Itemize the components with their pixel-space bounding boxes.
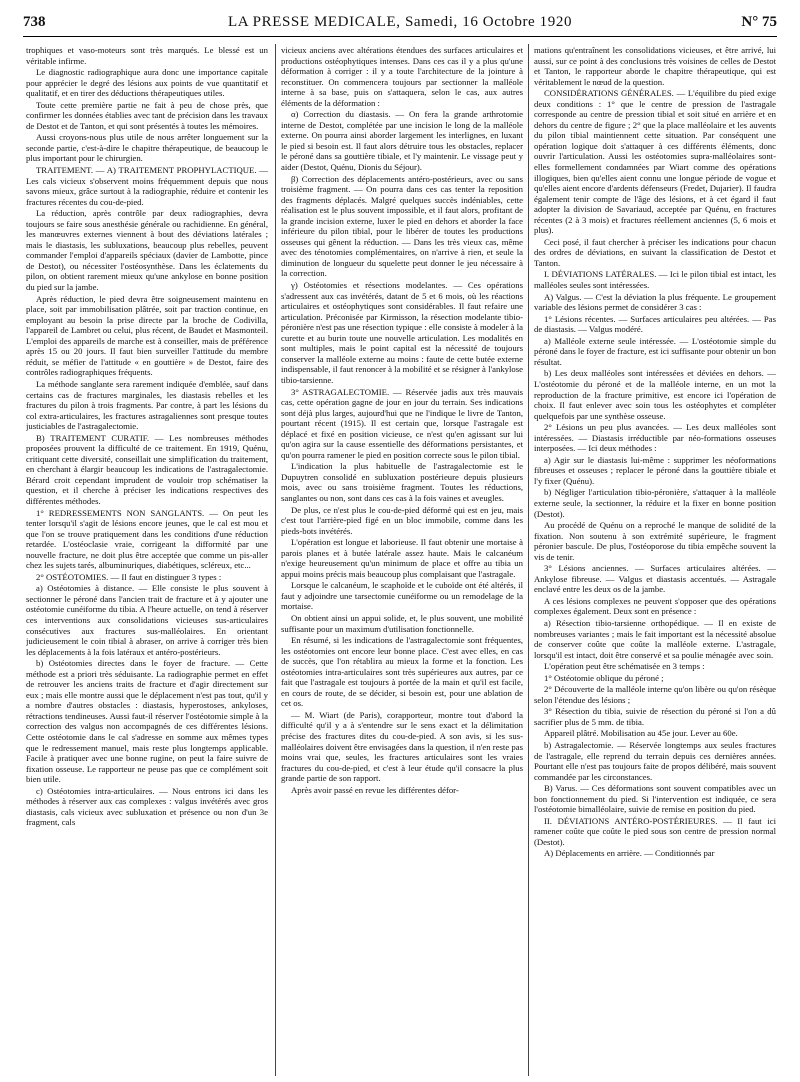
paragraph: TRAITEMENT. — A) TRAITEMENT PROPHYLACTIQUE. — Les cals vicieux s'observent moins fréquemment depuis que nous savons mieux, grâce surtout à la radiographie, réduire et contenir les fractures récentes du cou-de-pied. (26, 165, 268, 207)
paragraph: vicieux anciens avec altérations étendues des surfaces articulaires et productions ostéophytiques intenses. Dans ces cas il y a plus qu'une déformation à corriger : il y a toute l'architecture de la jointure à reconstituer. On commencera toujours par sectionner la malléole interne à sa base, puis on s'attaquera, selon le cas, aux autres éléments de la déformation : (281, 45, 523, 108)
paragraph: II. DÉVIATIONS ANTÉRO-POSTÉRIEURES. — Il faut ici ramener coûte que coûte le pied sous son centre de pression normal (Destot). (534, 815, 776, 847)
paragraph: A ces lésions complexes ne peuvent s'opposer que des opérations complexes également. Deux sont en présence : (534, 595, 776, 617)
paragraph: L'indication la plus habituelle de l'astragalectomie est le Dupuytren consolidé en subluxation postérieure depuis plusieurs mois, avec ou sans troisième fragment. Toutes les réductions, sanglantes ou non, sont dans ces cas à la fois vaines et aveugles. (281, 461, 523, 503)
paragraph: 3° ASTRAGALECTOMIE. — Réservée jadis aux très mauvais cas, cette opération gagne de jour en jour du terrain. Ses indications sont déjà plus larges, aujourd'hui que ne l'indique le livre de Tanton, pourtant récent (1915). Il est certain que, lorsque l'astragale est déplacé et fixé en position vicieuse, ce n'est qu'en agissant sur lui qu'on agira sur la cause essentielle des déformations persistantes, et qu'on pourra ramener le pied en position correcte sous le pilon tibial. (281, 386, 523, 460)
page-header (23, 14, 777, 37)
page-number: 738 (23, 14, 46, 30)
paragraph: L'opération peut être schématisée en 3 temps : (544, 661, 705, 672)
paragraph: b) Astragalectomie. — Réservée longtemps aux seules fractures de l'astragale, elle reprend du terrain depuis ces dernières années. Pourtant elle n'est pas toujours faite de propos délibéré, mais souvent commandée par les circonstances. (534, 740, 776, 782)
paragraph: 3° Lésions anciennes. — Surfaces articulaires altérées. — Ankylose fibreuse. — Valgus et diastasis accentués. — Astragale enclavé entre les deux os de la jambe. (534, 563, 776, 595)
paragraph: Lorsque le calcanéum, le scaphoïde et le cuboïde ont été altérés, il faut y adjoindre une tarsectomie cunéiforme ou un remodelage de la mortaise. (281, 580, 523, 612)
journal-title: LA PRESSE MEDICALE, Samedi, 16 Octobre 1920 (227, 14, 573, 30)
paragraph: I. DÉVIATIONS LATÉRALES. — Ici le pilon tibial est intact, les malléoles seules sont intéressées. (534, 269, 776, 291)
paragraph: Le diagnostic radiographique aura donc une importance capitale pour apprécier le degré des lésions aux points de vue quantitatif et qualitatif, et en tirer des déductions thérapeutiques utiles. (26, 67, 268, 99)
paragraph: Appareil plâtré. Mobilisation au 45e jour. Lever au 60e. (544, 728, 738, 739)
column-divider (275, 44, 276, 1076)
paragraph: B) TRAITEMENT CURATIF. — Les nombreuses méthodes proposées prouvent la difficulté de ce traitement. En 1919, Quénu, critiquant cette diversité, conseillait une simplification du traitement, en cherchant à élargir beaucoup les indications de l'astragalectomie. Bérard croit cependant imprudent de vouloir trop schématiser la question, et il cherche à préciser les indications respectives des différentes méthodes. (26, 432, 268, 506)
paragraph: 2° OSTÉOTOMIES. — Il faut en distinguer 3 types : (36, 571, 222, 582)
paragraph: Ceci posé, il faut chercher à préciser les indications pour chacun des ordres de déviations, en suivant la classification de Destot et Tanton. (534, 236, 776, 268)
paragraph: b) Ostéotomies directes dans le foyer de fracture. — Cette méthode est a priori très séduisante. La radiographie permet en effet de retrouver les anciens traits de fracture et d'agir directement sur eux ; mais elle montre aussi que le déplacement n'est pas tout, qu'il y a nombre d'autres obstacles : diastasis, hyperostoses, ankyloses, rétractions tendineuses. Aussi faut-il réserver l'ostéotomie simple à la correction des valgus non accompagnés de ces différentes lésions. Cette ostéotomie dans le cal s'adresse en somme aux mêmes types que le redressement manuel, mais reste plus longtemps applicable. Facile à pratiquer avec une bonne rugine, on peut la faire suivre de fixation osseuse. Le rapporteur ne peuse pas que ce complément soit bien utile. (26, 658, 268, 785)
paragraph: L'opération est longue et laborieuse. Il faut obtenir une mortaise à parois planes et à butée latérale assez haute. Mais le calcanéum n'exige heureusement qu'un minimum de place et offre au tibia un appui moins précis mais beaucoup plus complaisant que l'astragale. (281, 537, 523, 579)
paragraph: α) Correction du diastasis. — On fera la grande arthrotomie interne de Destot, complétée par une incision le long de la malléole externe. On pourra ainsi aborder largement les interlignes, en luxant le pied si besoin est. Il faut alors détruire tous les obstacles, replacer le péroné dans sa gouttière tibiale, et l'y maintenir. Le vissage peut y aider (Destot, Quénu, Dionis du Séjour). (281, 109, 523, 173)
paragraph: 1° Ostéotomie oblique du péroné ; (544, 672, 664, 683)
text-column-1 (26, 45, 268, 1075)
paragraph: 2° Lésions un peu plus avancées. — Les deux malléoles sont intéressées. — Diastasis irréductible par néo-formations osseuses interposées. — Ici deux méthodes : (534, 422, 776, 454)
paragraph: En résumé, si les indications de l'astragalectomie sont fréquentes, les ostéotomies ont encore leur bonne place. C'est avec elles, en cas de succès, que l'on rétablira au mieux la forme et la fonction. Les ostéotomies intra-articulaires sont très supérieures aux autres, par ce fait que l'astragale est toujours à portée de la main et qu'il est facile, en cours de route, de se décider, si besoin est, pour une ablation de cet os. (281, 635, 523, 709)
paragraph: b) Négliger l'articulation tibio-péronière, s'attaquer à la malléole externe seule, la sectionner, la réduire et la fixer en bonne position (Destot). (534, 487, 776, 519)
paragraph: On obtient ainsi un appui solide, et, le plus souvent, une mobilité suffisante pour un maximum d'utilisation fonctionnelle. (281, 612, 523, 634)
paragraph: 2° Découverte de la malléole interne qu'on libère ou qu'on résèque selon l'étendue des lésions ; (534, 684, 776, 705)
paragraph: CONSIDÉRATIONS GÉNÉRALES. — L'équilibre du pied exige deux conditions : 1° que le centre de pression de l'astragale corresponde au centre de pression tibial et soit situé en arrière et en dehors du centre de figure ; 2° que la place malléolaire et les auvents du pilon tibial maintiennent cette situation. Par conséquent une opération logique doit s'attaquer à ces différents éléments, donc ouvrir l'articulation. Aussi les ostéotomies supra-malléolaires sont-elles formellement condamnées par Wiart comme des opérations illogiques, bien qu'elles aient connu une longue période de vogue et qu'elles aient encore d'ardents défenseurs (Fredet, Dujarier). Il faudra également tenir compte de l'âge des lésions, et à cet égard il faut adopter la division de Savariaud, acceptée par Quénu, en fractures récentes (2 à 3 mois) et fractures réellement anciennes (5, 6 mois et plus). (534, 88, 776, 236)
text-column-3 (534, 45, 776, 1075)
paragraph: a) Ostéotomies à distance. — Elle consiste le plus souvent à sectionner le péroné dans l'ancien trait de fracture et à y ajouter une ostéotomie cunéiforme du tibia. A l'heure actuelle, on tend à réserver ces interventions aux consolidations vicieuses sus-articulaires consécutives aux fractures sus-malléolaires. En orientant judicieusement le coin tibial à abraser, on arrive à corriger très bien les déplacements à la fois latéraux et antéro-postérieurs. (26, 583, 268, 657)
paragraph: La réduction, après contrôle par deux radiographies, devra toujours se faire sous anesthésie générale ou rachidienne. En général, les manœuvres externes viennent à bout des déviations latérales ; mais le diastasis, les subluxations, beaucoup plus rebelles, peuvent commander l'emploi d'appareils spéciaux (davier de Lambotte, pince de Destot), ou nécessiter l'ostéosynthèse. Dans les éclatements du pilon, on obtient rarement mieux qu'une ankylose en bonne position du pied sur la jambe. (26, 208, 268, 293)
paragraph: a) Agir sur le diastasis lui-même : supprimer les néoformations fibreuses et osseuses ; replacer le péroné dans la gouttière tibiale et l'y fixer (Quénu). (534, 454, 776, 486)
paragraph: B) Varus. — Ces déformations sont souvent compatibles avec un bon fonctionnement du pied. Si l'intervention est indiquée, ce sera l'ostéotomie bimalléolaire, suivie de remise en position du pied. (534, 783, 776, 815)
paragraph: Aussi croyons-nous plus utile de nous arrêter longuement sur la seconde partie, c'est-à-dire le chapitre thérapeutique, de beaucoup le plus important pour le chirurgien. (26, 132, 268, 164)
paragraph: De plus, ce n'est plus le cou-de-pied déformé qui est en jeu, mais c'est tout l'arrière-pied figé en un bloc immobile, comme dans les pieds-bots invétérés. (281, 504, 523, 536)
text-column-2 (281, 45, 523, 1075)
paragraph: trophiques et vaso-moteurs sont très marqués. Le blessé est un véritable infirme. (26, 45, 268, 66)
paragraph: γ) Ostéotomies et résections modelantes. — Ces opérations s'adressent aux cas invétérés, datant de 5 et 6 mois, où les réactions articulaires et ostéophytiques sont considérables. Il faut refaire une articulation. Préconisée par Kirmisson, la résection modelante tibio-péronière n'est pas une résection typique : elle consiste à modeler à la curette et au burin toute une nouvelle articulation. Les modalités en sont multiples, mais le point capital est la nécessité de toujours conserver la malléole externe au moins : faute de cette butée externe indispensable, il faut renoncer à la mobilité et se résigner à l'ankylose tibio-tarsienne. (281, 280, 523, 385)
paragraph: Au procédé de Quénu on a reproché le manque de solidité de la fixation. Non soutenu à son extrémité supérieure, le fragment péronier bascule. De plus, l'ostéoporose du tibia empêche souvent la vis de tenir. (534, 520, 776, 562)
paragraph: Après avoir passé en revue les différentes défor- (291, 784, 459, 795)
paragraph: A) Déplacements en arrière. — Conditionnés par (544, 848, 715, 859)
paragraph: 3° Résection du tibia, suivie de résection du péroné si l'on a dû sacrifier plus de 5 mm. de tibia. (534, 706, 776, 727)
paragraph: β) Correction des déplacements antéro-postérieurs, avec ou sans troisième fragment. — On pourra dans ces cas tenter la reposition des fragments déplacés. Malgré quelques succès indéniables, cette réalisation est le plus souvent impossible, et il faut alors, profitant de la grande incision externe, luxer le pied en dehors et aborder la face inférieure du pilon tibial, pour le libérer de toutes les productions osseuses qui gênent la réduction. — Dans les très vieux cas, même avec des ténotomies complémentaires, on n'arrive à rien, et seule la diminution de longueur du squelette peut donner le jeu nécessaire à la correction. (281, 173, 523, 279)
paragraph: A) Valgus. — C'est la déviation la plus fréquente. Le groupement variable des lésions permet de considérer 3 cas : (534, 291, 776, 313)
paragraph: b) Les deux malléoles sont intéressées et déviées en dehors. — L'ostéotomie du péroné et de la malléole interne, en un mot la reproduction de la fracture primitive, est encore ici l'opération de choix. Il faut enlever avec soin tous les ostéophytes et compléter quelquefois par une synthèse osseuse. (534, 368, 776, 421)
paragraph: a) Malléole externe seule intéressée. — L'ostéotomie simple du péroné dans le foyer de fracture, est ici suffisante pour obtenir un bon résultat. (534, 335, 776, 367)
paragraph: 1° Lésions récentes. — Surfaces articulaires peu altérées. — Pas de diastasis. — Valgus modéré. (534, 313, 776, 335)
paragraph: Toute cette première partie ne fait à peu de chose près, que confirmer les données établies avec tant de précision dans les travaux de Destot et de Tanton, et qui sont présentés à toutes les mémoires. (26, 99, 268, 131)
column-divider (528, 44, 529, 1076)
paragraph: — M. Wiart (de Paris), corapporteur, montre tout d'abord la difficulté qu'il y a à s'entendre sur le sens exact et la délimitation précise des fractures dites du cou-de-pied. A son avis, si les sus-malléolaires doivent être envisagées dans la question, il n'en reste pas moins vrai que, seules, les fractures articulaires sont les vraies fractures du cou-de-pied, et c'est à leur étude qu'il consacre la plus grande partie de son rapport. (281, 709, 523, 784)
paragraph: Après réduction, le pied devra être soigneusement maintenu en place, soit par immobilisation plâtrée, soit par traction continue, en employant au besoin la prise directe par la broche de Codivilla, l'appareil de Lambret ou celui, plus récent, de Baudet et Masmonteil. L'emploi des appareils de marche est à conseiller, mais de préférence après 15 ou 20 jours. Il faut bien surveiller l'attitude du membre réduit, se méfier de l'attitude « en gouttière » de Destot, faire des contrôles radiographiques fréquents. (26, 293, 268, 378)
issue-number: N° 75 (741, 14, 777, 30)
paragraph: 1° REDRESSEMENTS NON SANGLANTS. — On peut les tenter lorsqu'il s'agit de lésions encore jeunes, que le cal est mou et que l'on se trouve pratiquement dans les conditions d'une réduction retardée. L'ostéoclasie vraie, corrigeant la difformité par une nouvelle fracture, ne doit plus être acceptée que comme un pis-aller chez les sujets tarés, albuminuriques, diabétiques, scléreux, etc... (26, 507, 268, 571)
paragraph: a) Résection tibio-tarsienne orthopédique. — Il en existe de nombreuses variantes ; mais le fait important est la nécessité absolue de conserver coûte que coûte la malléole externe. L'astragale, lorsqu'il est intact, doit être conservé et sa poulie ménagée avec soin. (534, 617, 776, 660)
paragraph: c) Ostéotomies intra-articulaires. — Nous entrons ici dans les méthodes à réserver aux cas complexes : valgus invétérés avec gros diastasis, cals vicieux avec subluxation et présence ou non d'un 3e fragment, cals (26, 785, 268, 828)
paragraph: La méthode sanglante sera rarement indiquée d'emblée, sauf dans certains cas de fractures marginales, les diastasis rebelles et les fractures du pilon à trois fragments. Par contre, à part les lésions du col extra-articulaires, les fractures astragaliennes sont presque toutes justiciables de l'astragalectomie. (26, 378, 268, 432)
paragraph: mations qu'entraînent les consolidations vicieuses, et être arrivé, lui aussi, sur ce point à des conclusions très voisines de celles de Destot et Tanton, le rapporteur aborde le chapitre thérapeutique, qui est véritablement le nœud de la question. (534, 45, 776, 87)
